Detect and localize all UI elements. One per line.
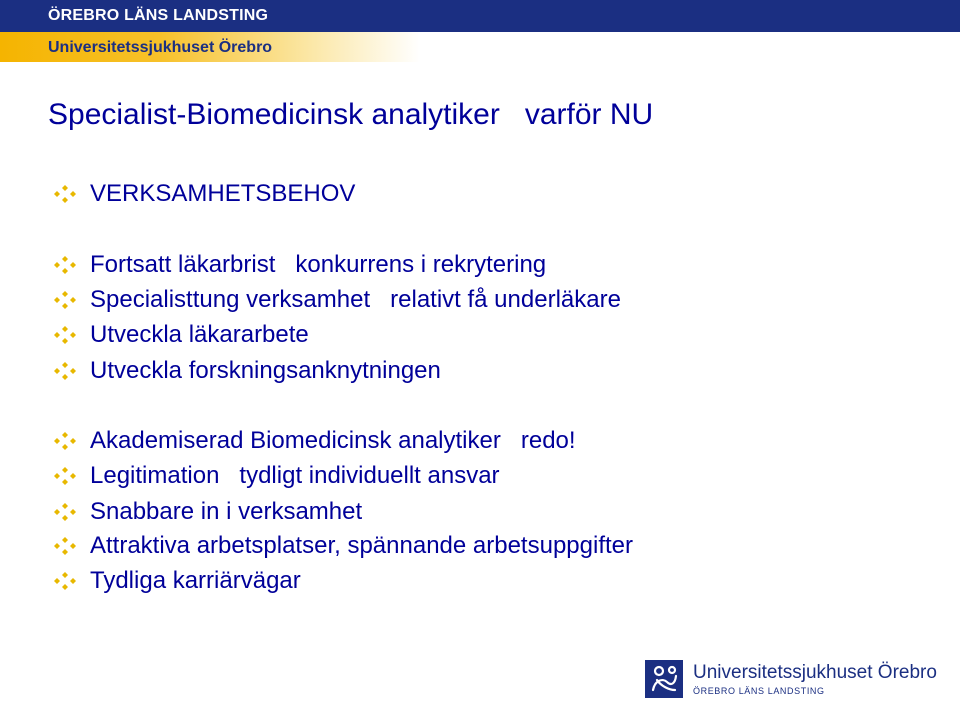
diamond-star-icon: [52, 325, 78, 345]
bullet-text: Fortsatt läkarbrist konkurrens i rekrytering: [90, 251, 547, 278]
bullet-item: [52, 426, 576, 456]
diamond-star-icon: [52, 361, 78, 381]
bullet-text: Tydliga karriärvägar: [90, 567, 301, 594]
bullet-item: [52, 320, 309, 350]
bullet-item: [52, 531, 633, 561]
bullet-item: [52, 566, 301, 596]
diamond-star-icon: [52, 502, 78, 522]
bullet-item: [52, 356, 441, 386]
slide-title: Specialist-Biomedicinsk analytiker varför NU: [48, 98, 654, 131]
diamond-star-icon: [52, 184, 78, 204]
hospital-logo: [645, 660, 945, 698]
bullet-item: [52, 179, 355, 209]
bullet-text: Specialisttung verksamhet relativt få underläkare: [90, 286, 621, 313]
diamond-star-icon: [52, 290, 78, 310]
bullet-text: Utveckla forskningsanknytningen: [90, 357, 441, 384]
bullet-text: Legitimation tydligt individuellt ansvar: [90, 462, 500, 489]
diamond-star-icon: [52, 255, 78, 275]
bullet-text: Akademiserad Biomedicinsk analytiker redo!: [90, 427, 576, 454]
subheader-bar: [0, 32, 960, 62]
diamond-star-icon: [52, 431, 78, 451]
hospital-name: Universitetssjukhuset Örebro: [48, 39, 273, 56]
bullet-text: Snabbare in i verksamhet: [90, 498, 363, 525]
logo-subtitle: ÖREBRO LÄNS LANDSTING: [693, 686, 825, 696]
bullet-item: [52, 497, 362, 527]
organization-name: ÖREBRO LÄNS LANDSTING: [48, 7, 269, 24]
bullet-item: [52, 285, 621, 315]
diamond-star-icon: [52, 571, 78, 591]
logo-name: Universitetssjukhuset Örebro: [693, 662, 937, 683]
bullet-item: [52, 461, 500, 491]
bullet-text: VERKSAMHETSBEHOV: [90, 180, 356, 207]
bullet-text: Utveckla läkararbete: [90, 321, 309, 348]
bullet-item: [52, 250, 546, 280]
diamond-star-icon: [52, 536, 78, 556]
diamond-star-icon: [52, 466, 78, 486]
bullet-text: Attraktiva arbetsplatser, spännande arbetsuppgifter: [90, 532, 633, 559]
header-bar: [0, 0, 960, 32]
hospital-logo-icon: [645, 660, 683, 698]
